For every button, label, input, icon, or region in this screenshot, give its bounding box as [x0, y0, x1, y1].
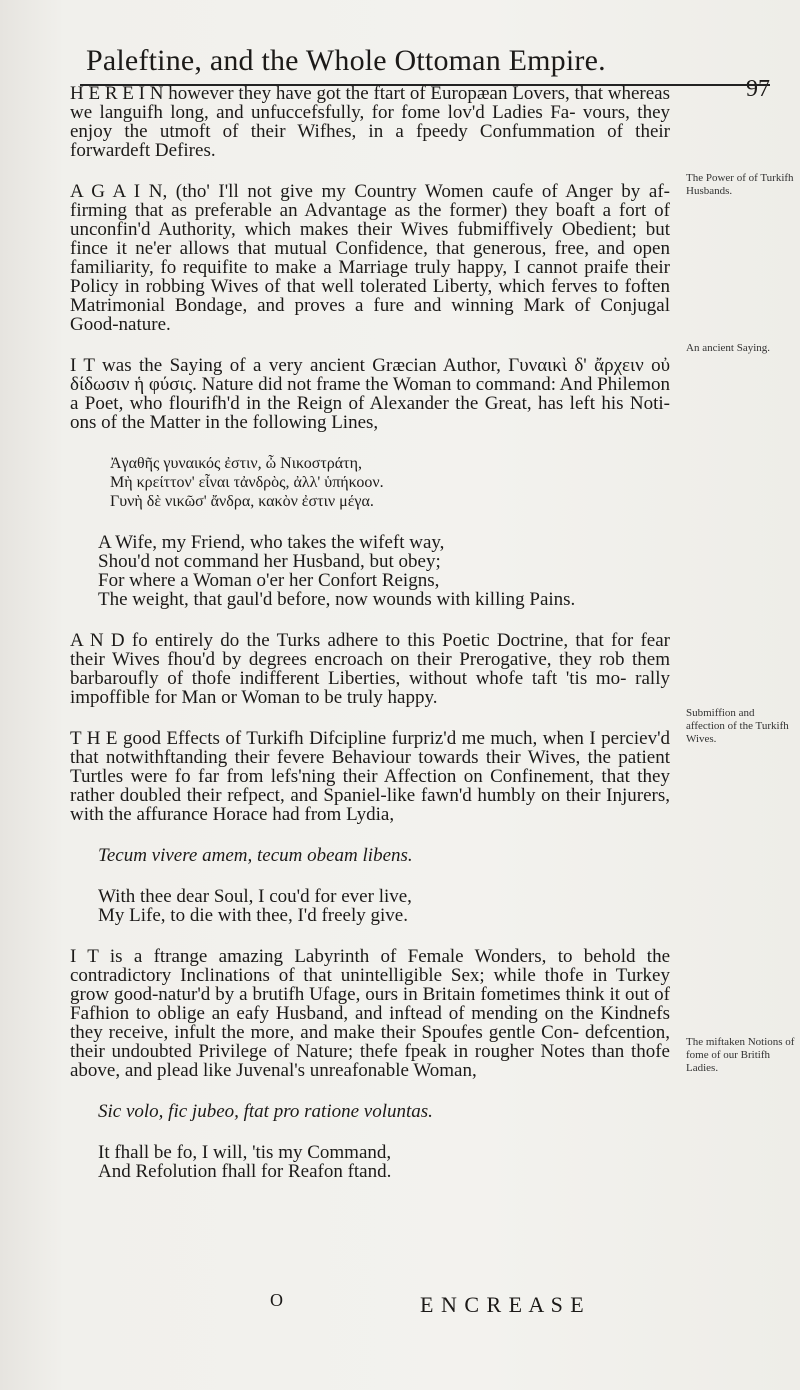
- margin-note-ancient: An ancient Saying.: [686, 342, 771, 354]
- verse-line: Shou'd not command her Husband, but obey;: [98, 551, 441, 572]
- main-text: [70, 84, 670, 1203]
- latin-quote: Tecum vivere amem, tecum obeam libens.: [98, 845, 413, 866]
- paragraph: T H E good Effects of Turkifh Difcipline furpriz'd me much, when I perciev'd that notwithftanding their fevere Behaviour towards their Wives, the patient Turtles were fo far from lefs'ning their Affection on Confinement, that they rather doubled their refpect, and Spaniel-like fawn'd humbly on their Injurers, with the affurance Horace had from Lydia,: [70, 728, 670, 825]
- verse-line: The weight, that gaul'd before, now wounds with killing Pains.: [98, 589, 576, 610]
- margin-note-submission: Submiffion and affection of the Turkifh Wives.: [686, 707, 789, 745]
- paragraph: H E R E I N however they have got the ftart of Europæan Lovers, that whereas we languifh long, and unfuccefsfully, for fome lov'd Ladies Fa- vours, they enjoy the utmoft of their Wifhes, in a fpeedy Confummation of their forwardeft Defires.: [70, 83, 670, 161]
- verse-line: My Life, to die with thee, I'd freely give.: [98, 905, 408, 926]
- signature-mark: O: [270, 1290, 283, 1310]
- margin-note-power: The Power of of Turkifh Husbands.: [686, 172, 794, 197]
- paragraph: A N D fo entirely do the Turks adhere to this Poetic Doctrine, that for fear their Wives fhou'd by degrees encroach on their Prerogative, they rob them barbaroufly of thofe indifferent Liberties, without whofe taft 'tis mo- rally impoffible for Man or Woman to be truly happy.: [70, 630, 670, 708]
- verse-line: A Wife, my Friend, who takes the wifeft way,: [98, 532, 445, 553]
- paragraph: A G A I N, (tho' I'll not give my Country Women caufe of Anger by af- firming that as preferable an Advantage as the former) they boaft a fort of unconfin'd Authority, which makes their Wives fubmiffively Obedient; but fince it ne'er allows that mutual Confidence, that generous, free, and open familiarity, fo requifite to make a Marriage truly happy, I cannot praife their Policy in robbing Wives of that well tolerated Liberty, which ferves to foften Matrimonial Bondage, and proves a fure and winning Mark of Conjugal Good-nature.: [70, 181, 670, 335]
- paragraph: I T is a ftrange amazing Labyrinth of Female Wonders, to behold the contradictory Inclinations of that unintelligible Sex; while thofe in Turkey grow good-natur'd by a brutifh Ufage, ours in Britain fometimes think it out of Fafhion to oblige an eafy Husband, and inftead of mending on the Kindnefs they receive, infult the more, and make their Spoufes gentle Con- defcention, their undoubted Privilege of Nature; thefe fpeak in rougher Notes than thofe above, and plead like Juvenal's unreafonable Woman,: [70, 946, 670, 1081]
- english-verse: [98, 533, 670, 609]
- latin-quote-2: Sic volo, fic jubeo, ftat pro ratione voluntas.: [98, 1101, 433, 1122]
- english-verse-2: [98, 887, 670, 925]
- verse-line: Ἀγαθῆς γυναικός ἐστιν, ὦ Νικοστράτη,: [110, 455, 362, 472]
- greek-verse: [110, 454, 670, 511]
- verse-line: Μὴ κρείττον' εἶναι τἀνδρὸς, ἀλλ' ὑπήκοον.: [110, 474, 384, 491]
- running-title: Paleftine, and the Whole Ottoman Empire.: [86, 44, 606, 77]
- verse-line: For where a Woman o'er her Confort Reigns,: [98, 570, 440, 591]
- catchword: E N C R E A S E: [420, 1292, 585, 1317]
- paragraph: I T was the Saying of a very ancient Græcian Author, Γυναικὶ δ' ἄρχειν οὐ δίδωσιν ἡ φύσις. Nature did not frame the Woman to command: And Philemon a Poet, who flourifh'd in the Reign of Alexander the Great, has left his Noti- ons of the Matter in the following Lines,: [70, 355, 670, 433]
- margin-note-mistaken: The miftaken Notions of fome of our Britifh Ladies.: [686, 1036, 795, 1074]
- verse-line: And Refolution fhall for Reafon ftand.: [98, 1161, 392, 1182]
- english-verse-3: [98, 1143, 670, 1181]
- page-footer: [80, 1290, 780, 1330]
- verse-line: Γυνὴ δὲ νικῶσ' ἄνδρα, κακὸν ἐστιν μέγα.: [110, 493, 374, 510]
- verse-line: It fhall be fo, I will, 'tis my Command,: [98, 1142, 392, 1163]
- page-number: 97: [746, 76, 770, 102]
- verse-line: With thee dear Soul, I cou'd for ever live,: [98, 886, 412, 907]
